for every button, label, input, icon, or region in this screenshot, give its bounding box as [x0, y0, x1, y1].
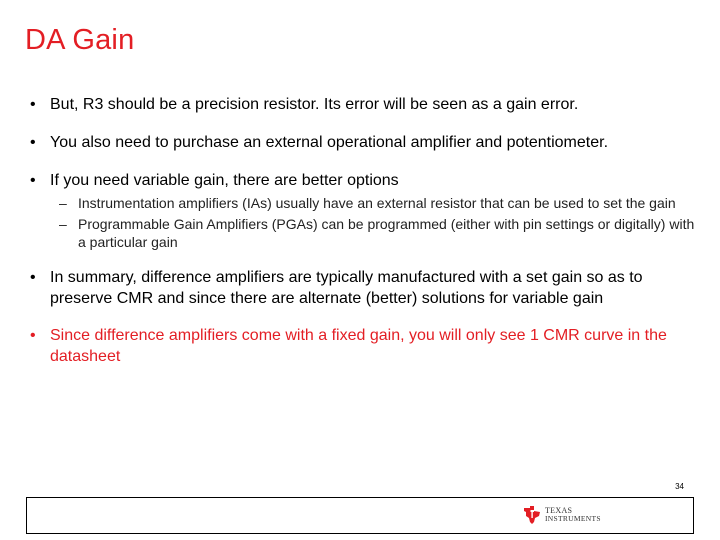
sub-bullet-item: – Programmable Gain Amplifiers (PGAs) can be programmed (either with pin settings or digitally) with a particular gain: [28, 215, 698, 251]
sub-bullet-item: – Instrumentation amplifiers (IAs) usually have an external resistor that can be used to set the gain: [28, 194, 698, 212]
bullet-item-highlight: • Since difference amplifiers come with a fixed gain, you will only see 1 CMR curve in the datasheet: [28, 325, 682, 367]
logo-line-2: INSTRUMENTS: [545, 514, 601, 523]
bullet-item: • In summary, difference amplifiers are typically manufactured with a set gain so as to preserve CMR and since there are alternate (better) solutions for variable gain: [28, 267, 682, 309]
bullet-item: • If you need variable gain, there are better options: [28, 170, 698, 191]
bullet-item: • But, R3 should be a precision resistor. Its error will be seen as a gain error.: [28, 94, 698, 115]
texas-instruments-logo-icon: [522, 505, 542, 525]
logo-line-1: TEXAS: [545, 506, 573, 515]
page-number: 34: [675, 482, 684, 491]
bullet-item: • You also need to purchase an external operational amplifier and potentiometer.: [28, 132, 698, 153]
texas-instruments-logo: [522, 505, 601, 525]
bullet-list: [28, 94, 698, 367]
logo-wordmark: [545, 507, 601, 523]
slide-title: DA Gain: [25, 24, 135, 56]
